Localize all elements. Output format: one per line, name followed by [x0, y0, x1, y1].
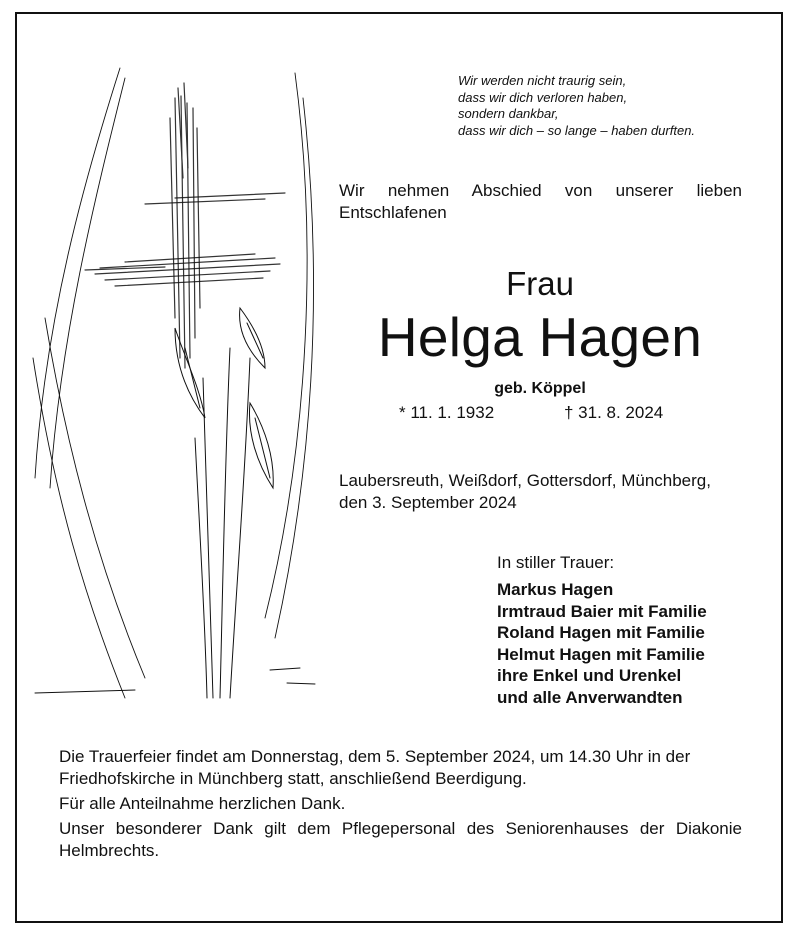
cross-horizontal-beam	[85, 193, 285, 286]
date-line: den 3. September 2024	[339, 493, 517, 512]
poem-line: sondern dankbar,	[458, 106, 559, 121]
mourners-label: In stiller Trauer:	[497, 553, 615, 572]
poem-line: dass wir dich – so lange – haben durften.	[458, 122, 696, 138]
mourners-block	[497, 552, 707, 708]
poem-line: dass wir dich verloren haben,	[458, 89, 628, 105]
places-line: Laubersreuth, Weißdorf, Gottersdorf, Münchberg,	[339, 471, 711, 490]
intro-line-2: Entschlafenen	[339, 203, 447, 222]
thanks-note: Für alle Anteilnahme herzlichen Dank.	[59, 794, 346, 813]
ceremony-info: Die Trauerfeier findet am Donnerstag, dem 5. September 2024, um 14.30 Uhr in der Friedhofskirche in Münchberg statt, anschließend Beerdigung.	[59, 747, 691, 788]
salutation: Frau	[506, 265, 574, 302]
ground-strokes	[35, 668, 315, 693]
death-date: † 31. 8. 2024	[564, 403, 664, 422]
deceased-name: Helga Hagen	[377, 306, 703, 368]
special-thanks-note: Unser besonderer Dank gilt dem Pflegepersonal des Seniorenhauses der Diakonie Helmbrechts.	[59, 819, 742, 860]
cross-and-wheat-illustration	[25, 58, 325, 708]
intro-line-1: Wir nehmen Abschied von unserer lieben	[339, 181, 742, 200]
poem-line: Wir werden nicht traurig sein,	[458, 73, 627, 88]
mourner-name: Roland Hagen mit Familie	[497, 623, 705, 642]
poem	[458, 73, 695, 139]
mourner-name: Irmtraud Baier mit Familie	[497, 601, 707, 621]
mourner-name: ihre Enkel und Urenkel	[497, 666, 682, 685]
mourner-name: Helmut Hagen mit Familie	[497, 644, 705, 664]
mourner-name: Markus Hagen	[497, 580, 614, 599]
farewell-intro	[339, 180, 742, 224]
mourner-name: und alle Anverwandten	[497, 687, 683, 707]
left-curve-stroke	[33, 68, 145, 698]
birth-date: * 11. 1. 1932	[399, 403, 495, 422]
cross-vertical-beam	[170, 83, 200, 368]
life-dates	[399, 403, 664, 423]
mourners-list	[497, 579, 707, 708]
maiden-name: geb. Köppel	[494, 380, 586, 397]
right-curve-stroke	[265, 73, 314, 638]
wheat-stems	[195, 348, 250, 698]
footer-notice	[59, 746, 742, 865]
place-and-date	[339, 470, 711, 514]
